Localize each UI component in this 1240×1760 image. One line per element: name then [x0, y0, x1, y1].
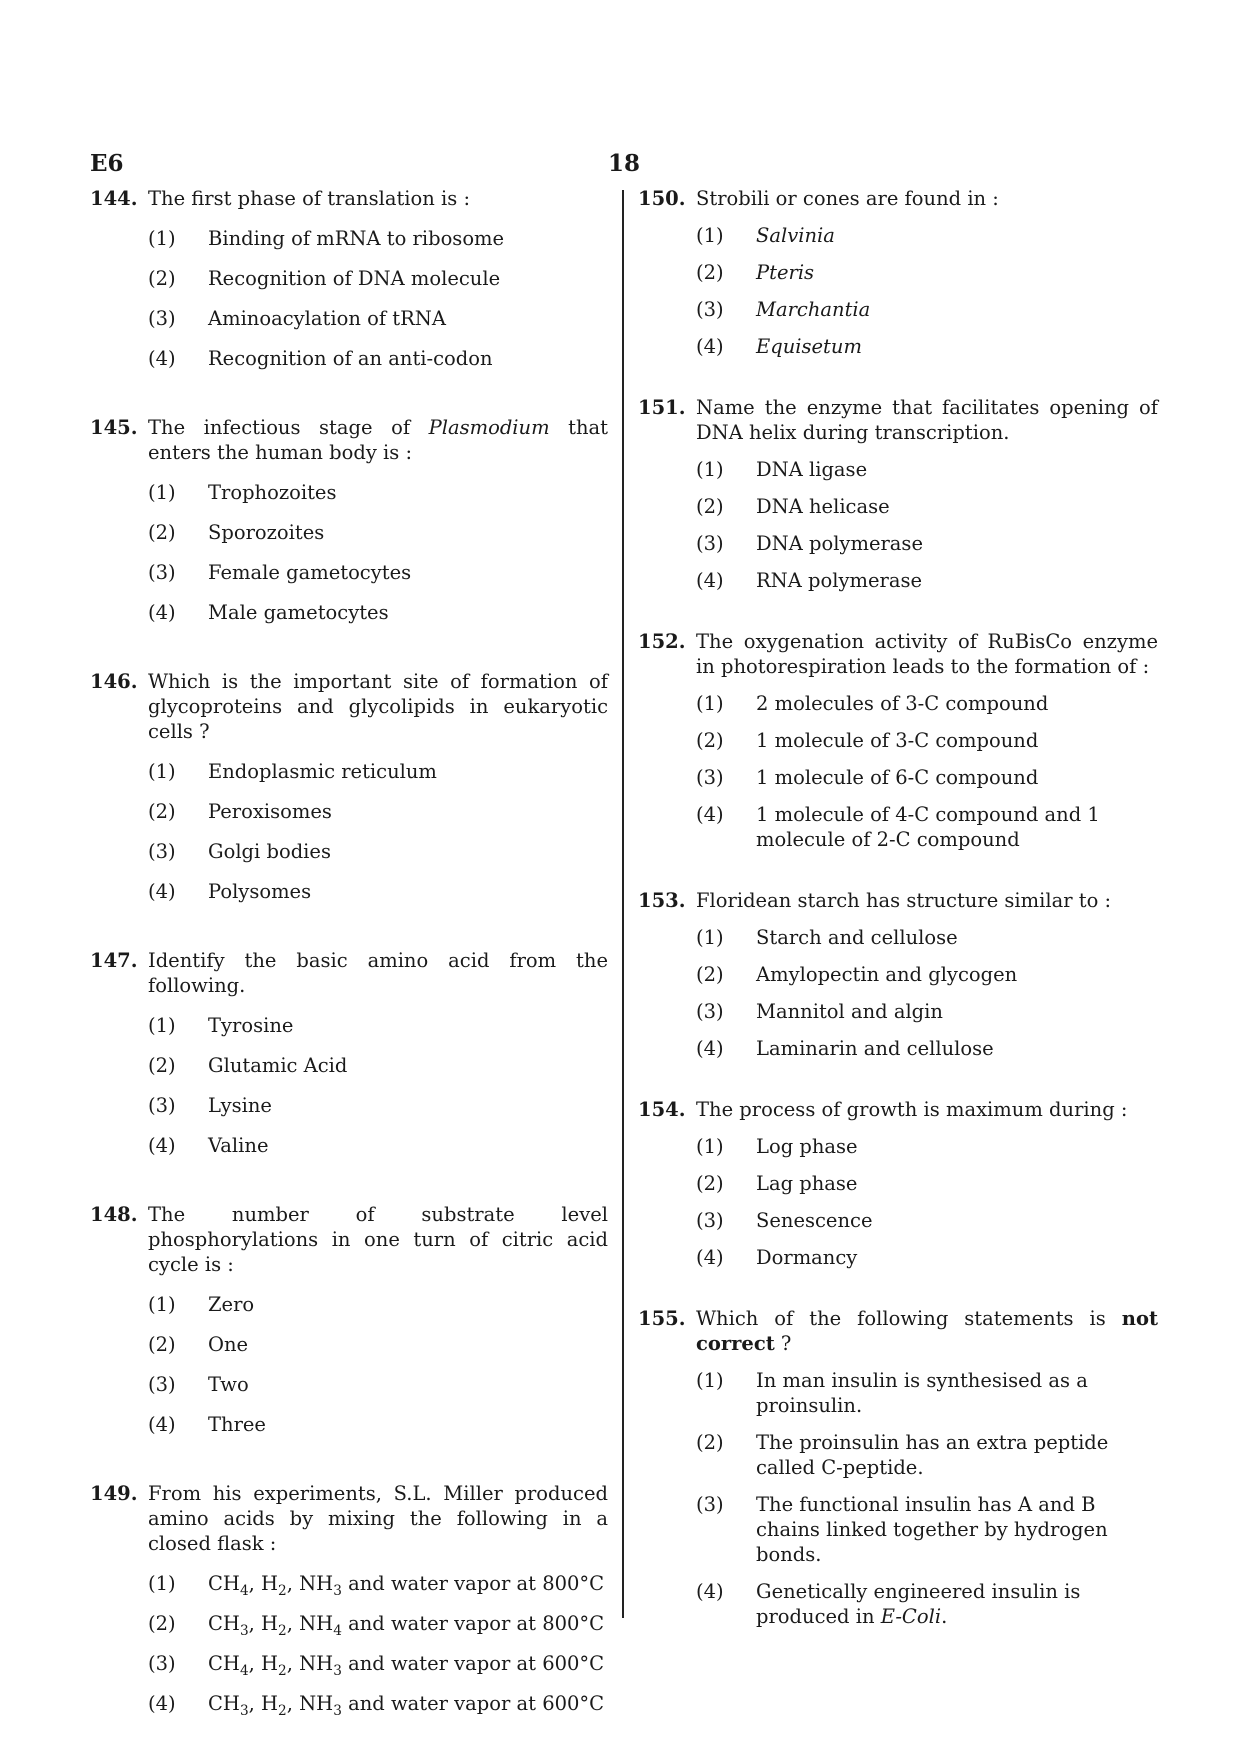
question-number: 145.	[90, 416, 138, 439]
question-text: The infectious stage of Plasmodium that enters the human body is :	[148, 416, 608, 464]
option-3: (3) 1 molecule of 6-C compound	[696, 766, 1039, 789]
option-4: (4) $CH_3$, $H_2$, $NH_3$ and water vapor at 600°C	[148, 1692, 605, 1719]
question-number: 153.	[638, 889, 686, 912]
option-3: (3) Marchantia	[696, 298, 871, 321]
question-144	[90, 186, 608, 371]
option-4: (4) Equisetum	[696, 335, 862, 358]
option-4: (4) Male gametocytes	[148, 601, 389, 624]
option-4: (4) Polysomes	[148, 880, 312, 903]
option-2: (2) Pteris	[696, 261, 815, 284]
option-1: (1) In man insulin is synthesised as a proinsulin.	[696, 1369, 1088, 1417]
option-2: (2) One	[148, 1333, 249, 1356]
question-155	[638, 1306, 1158, 1629]
right-column	[638, 186, 1158, 1665]
option-1: (1) Starch and cellulose	[696, 926, 958, 949]
option-1: (1) 2 molecules of 3-C compound	[696, 692, 1049, 715]
paper-code: E6	[90, 150, 124, 177]
question-149	[90, 1481, 608, 1719]
option-4: (4) Three	[148, 1413, 266, 1436]
option-2: (2) DNA helicase	[696, 495, 890, 518]
option-1: (1) Endoplasmic reticulum	[148, 760, 437, 783]
column-divider	[622, 190, 624, 1618]
option-3: (3) Aminoacylation of tRNA	[148, 307, 446, 330]
option-2: (2) Amylopectin and glycogen	[696, 963, 1018, 986]
option-4: (4) Laminarin and cellulose	[696, 1037, 994, 1060]
option-2: (2) Recognition of DNA molecule	[148, 267, 501, 290]
option-1: (1) Salvinia	[696, 224, 835, 247]
option-3: (3) Lysine	[148, 1094, 272, 1117]
option-3: (3) Mannitol and algin	[696, 1000, 943, 1023]
option-4: (4) Recognition of an anti-codon	[148, 347, 493, 370]
option-2: (2) Sporozoites	[148, 521, 325, 544]
question-text: Floridean starch has structure similar to :	[696, 889, 1112, 912]
question-number: 151.	[638, 396, 686, 419]
question-number: 147.	[90, 949, 138, 972]
page-number: 18	[608, 150, 641, 177]
option-2: (2) Lag phase	[696, 1172, 858, 1195]
question-text: The number of substrate level phosphorylations in one turn of citric acid cycle is :	[148, 1203, 608, 1276]
option-1: (1) Log phase	[696, 1135, 858, 1158]
question-147	[90, 948, 608, 1158]
question-number: 148.	[90, 1203, 138, 1226]
option-3: (3) $CH_4$, $H_2$, $NH_3$ and water vapor at 600°C	[148, 1652, 605, 1679]
question-text: From his experiments, S.L. Miller produced amino acids by mixing the following in a closed flask :	[148, 1482, 608, 1555]
question-148	[90, 1202, 608, 1437]
question-text: The process of growth is maximum during :	[696, 1098, 1128, 1121]
question-145	[90, 415, 608, 625]
option-1: (1) Tyrosine	[148, 1014, 294, 1037]
option-1: (1) Trophozoites	[148, 481, 337, 504]
question-text: Strobili or cones are found in :	[696, 187, 999, 210]
option-1: (1) DNA ligase	[696, 458, 868, 481]
question-153	[638, 888, 1158, 1061]
question-151	[638, 395, 1158, 593]
question-number: 149.	[90, 1482, 138, 1505]
option-3: (3) Senescence	[696, 1209, 873, 1232]
question-text: The first phase of translation is :	[148, 187, 471, 210]
question-number: 144.	[90, 187, 138, 210]
question-154	[638, 1097, 1158, 1270]
option-3: (3) The functional insulin has A and B chains linked together by hydrogen bonds.	[696, 1493, 1108, 1566]
option-1: (1) Binding of mRNA to ribosome	[148, 227, 505, 250]
option-3: (3) Female gametocytes	[148, 561, 412, 584]
question-text: Which of the following statements is not correct ?	[696, 1307, 1158, 1355]
option-1: (1) $CH_4$, $H_2$, $NH_3$ and water vapor at 800°C	[148, 1572, 605, 1599]
question-text: The oxygenation activity of RuBisCo enzyme in photorespiration leads to the formation of :	[696, 630, 1158, 678]
question-152	[638, 629, 1158, 852]
option-2: (2) Glutamic Acid	[148, 1054, 348, 1077]
question-text: Name the enzyme that facilitates opening of DNA helix during transcription.	[696, 396, 1158, 444]
option-4: (4) 1 molecule of 4-C compound and 1 molecule of 2-C compound	[696, 803, 1100, 851]
option-2: (2) 1 molecule of 3-C compound	[696, 729, 1039, 752]
option-3: (3) Two	[148, 1373, 249, 1396]
left-column	[90, 186, 608, 1760]
question-number: 152.	[638, 630, 686, 653]
option-2: (2) $CH_3$, $H_2$, $NH_4$ and water vapor at 800°C	[148, 1612, 605, 1639]
question-number: 154.	[638, 1098, 686, 1121]
option-3: (3) Golgi bodies	[148, 840, 331, 863]
question-text: Which is the important site of formation of glycoproteins and glycolipids in eukaryotic cells ?	[148, 670, 608, 743]
option-4: (4) Valine	[148, 1134, 269, 1157]
option-1: (1) Zero	[148, 1293, 255, 1316]
question-number: 146.	[90, 670, 138, 693]
question-number: 150.	[638, 187, 686, 210]
option-2: (2) The proinsulin has an extra peptide called C-peptide.	[696, 1431, 1109, 1479]
option-4: (4) RNA polymerase	[696, 569, 923, 592]
question-number: 155.	[638, 1307, 686, 1330]
option-4: (4) Dormancy	[696, 1246, 858, 1269]
option-2: (2) Peroxisomes	[148, 800, 332, 823]
question-150	[638, 186, 1158, 359]
option-3: (3) DNA polymerase	[696, 532, 923, 555]
question-146	[90, 669, 608, 904]
option-4: (4) Genetically engineered insulin is produced in E-Coli.	[696, 1580, 1081, 1628]
question-text: Identify the basic amino acid from the following.	[148, 949, 608, 997]
